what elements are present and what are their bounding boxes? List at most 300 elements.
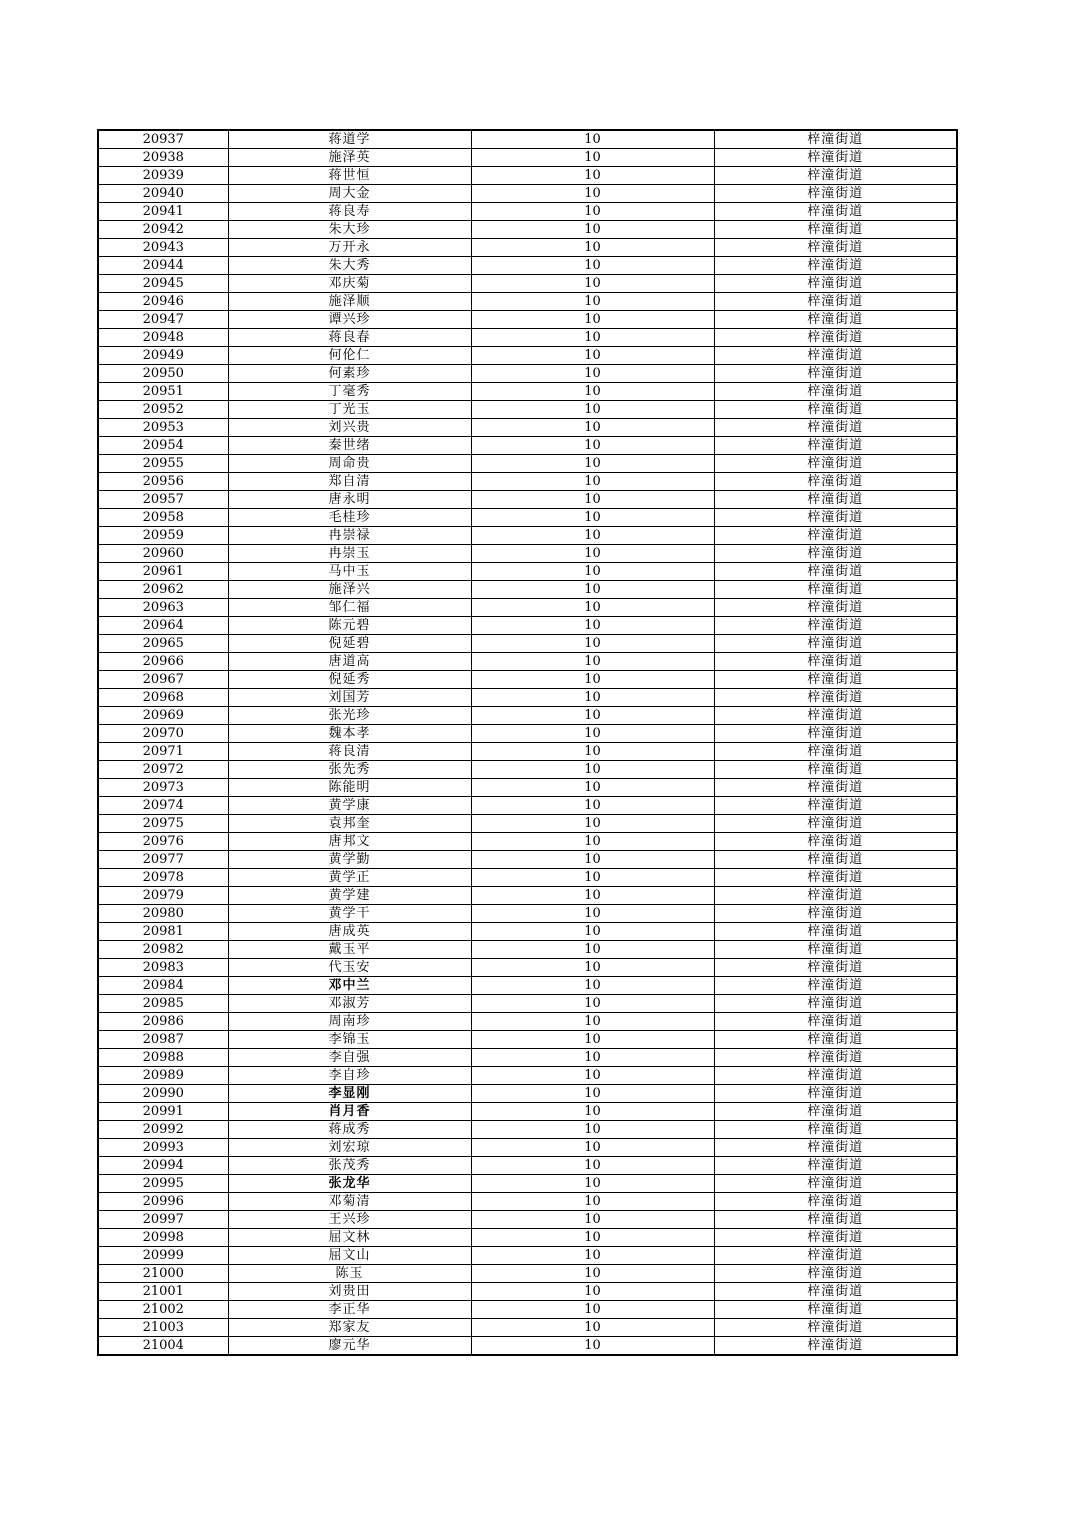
row-area-cell: 梓潼街道 xyxy=(714,1139,957,1157)
row-name-cell: 倪延碧 xyxy=(228,635,471,653)
row-area-cell: 梓潼街道 xyxy=(714,473,957,491)
row-area-cell: 梓潼街道 xyxy=(714,797,957,815)
row-area-cell: 梓潼街道 xyxy=(714,1157,957,1175)
row-area-cell: 梓潼街道 xyxy=(714,1247,957,1265)
table-row xyxy=(98,779,957,797)
row-amount-cell: 10 xyxy=(471,887,714,905)
row-id-cell: 20961 xyxy=(98,563,228,581)
row-amount-cell: 10 xyxy=(471,1301,714,1319)
row-name-cell: 周大金 xyxy=(228,185,471,203)
row-area-cell: 梓潼街道 xyxy=(714,995,957,1013)
table-row xyxy=(98,1229,957,1247)
row-area-cell: 梓潼街道 xyxy=(714,905,957,923)
table-row xyxy=(98,275,957,293)
table-row xyxy=(98,1031,957,1049)
row-area-cell: 梓潼街道 xyxy=(714,329,957,347)
row-amount-cell: 10 xyxy=(471,1049,714,1067)
row-id-cell: 20955 xyxy=(98,455,228,473)
row-id-cell: 20989 xyxy=(98,1067,228,1085)
table-row xyxy=(98,797,957,815)
row-id-cell: 20982 xyxy=(98,941,228,959)
table-row xyxy=(98,347,957,365)
row-id-cell: 20943 xyxy=(98,239,228,257)
row-amount-cell: 10 xyxy=(471,1031,714,1049)
table-row xyxy=(98,1193,957,1211)
row-area-cell: 梓潼街道 xyxy=(714,527,957,545)
row-name-cell: 屈文林 xyxy=(228,1229,471,1247)
row-id-cell: 20963 xyxy=(98,599,228,617)
row-name-cell: 蒋道学 xyxy=(228,130,471,149)
table-row xyxy=(98,995,957,1013)
table-row xyxy=(98,1085,957,1103)
table-row xyxy=(98,1265,957,1283)
row-name-cell: 毛桂珍 xyxy=(228,509,471,527)
row-amount-cell: 10 xyxy=(471,617,714,635)
table-row xyxy=(98,401,957,419)
row-id-cell: 20967 xyxy=(98,671,228,689)
row-id-cell: 21000 xyxy=(98,1265,228,1283)
row-area-cell: 梓潼街道 xyxy=(714,401,957,419)
row-name-cell: 何伦仁 xyxy=(228,347,471,365)
row-area-cell: 梓潼街道 xyxy=(714,185,957,203)
row-id-cell: 20997 xyxy=(98,1211,228,1229)
table-row xyxy=(98,905,957,923)
row-name-cell: 谭兴珍 xyxy=(228,311,471,329)
row-area-cell: 梓潼街道 xyxy=(714,833,957,851)
row-id-cell: 20968 xyxy=(98,689,228,707)
row-amount-cell: 10 xyxy=(471,1013,714,1031)
row-amount-cell: 10 xyxy=(471,815,714,833)
row-id-cell: 20991 xyxy=(98,1103,228,1121)
table-row xyxy=(98,293,957,311)
row-area-cell: 梓潼街道 xyxy=(714,1049,957,1067)
row-amount-cell: 10 xyxy=(471,239,714,257)
row-area-cell: 梓潼街道 xyxy=(714,545,957,563)
row-id-cell: 20993 xyxy=(98,1139,228,1157)
row-amount-cell: 10 xyxy=(471,1175,714,1193)
row-name-cell: 何素珍 xyxy=(228,365,471,383)
row-id-cell: 20970 xyxy=(98,725,228,743)
row-id-cell: 21001 xyxy=(98,1283,228,1301)
row-name-cell: 袁邦奎 xyxy=(228,815,471,833)
table-row xyxy=(98,869,957,887)
row-area-cell: 梓潼街道 xyxy=(714,761,957,779)
row-amount-cell: 10 xyxy=(471,941,714,959)
row-name-cell: 唐成英 xyxy=(228,923,471,941)
row-amount-cell: 10 xyxy=(471,689,714,707)
row-area-cell: 梓潼街道 xyxy=(714,977,957,995)
row-amount-cell: 10 xyxy=(471,347,714,365)
row-id-cell: 21002 xyxy=(98,1301,228,1319)
row-name-cell: 张龙华 xyxy=(228,1175,471,1193)
row-name-cell: 戴玉平 xyxy=(228,941,471,959)
row-area-cell: 梓潼街道 xyxy=(714,239,957,257)
row-amount-cell: 10 xyxy=(471,383,714,401)
table-row xyxy=(98,1157,957,1175)
row-amount-cell: 10 xyxy=(471,869,714,887)
row-amount-cell: 10 xyxy=(471,1139,714,1157)
table-row xyxy=(98,437,957,455)
row-amount-cell: 10 xyxy=(471,635,714,653)
row-area-cell: 梓潼街道 xyxy=(714,1337,957,1356)
row-area-cell: 梓潼街道 xyxy=(714,1085,957,1103)
row-amount-cell: 10 xyxy=(471,1337,714,1356)
table-row xyxy=(98,689,957,707)
row-id-cell: 20990 xyxy=(98,1085,228,1103)
table-row xyxy=(98,419,957,437)
row-name-cell: 刘贵田 xyxy=(228,1283,471,1301)
row-id-cell: 20984 xyxy=(98,977,228,995)
table-row xyxy=(98,977,957,995)
row-id-cell: 20998 xyxy=(98,1229,228,1247)
row-area-cell: 梓潼街道 xyxy=(714,941,957,959)
row-id-cell: 20949 xyxy=(98,347,228,365)
row-amount-cell: 10 xyxy=(471,545,714,563)
row-amount-cell: 10 xyxy=(471,1229,714,1247)
table-row xyxy=(98,851,957,869)
table-row xyxy=(98,545,957,563)
row-name-cell: 陈玉 xyxy=(228,1265,471,1283)
row-name-cell: 刘国芳 xyxy=(228,689,471,707)
table-row xyxy=(98,1247,957,1265)
row-id-cell: 20947 xyxy=(98,311,228,329)
row-area-cell: 梓潼街道 xyxy=(714,455,957,473)
row-name-cell: 黄学干 xyxy=(228,905,471,923)
row-amount-cell: 10 xyxy=(471,275,714,293)
row-name-cell: 邓庆菊 xyxy=(228,275,471,293)
row-amount-cell: 10 xyxy=(471,1211,714,1229)
row-id-cell: 20983 xyxy=(98,959,228,977)
row-amount-cell: 10 xyxy=(471,725,714,743)
row-amount-cell: 10 xyxy=(471,257,714,275)
row-area-cell: 梓潼街道 xyxy=(714,851,957,869)
row-area-cell: 梓潼街道 xyxy=(714,347,957,365)
table-row xyxy=(98,833,957,851)
row-id-cell: 20946 xyxy=(98,293,228,311)
table-row xyxy=(98,1211,957,1229)
row-id-cell: 20962 xyxy=(98,581,228,599)
row-id-cell: 20971 xyxy=(98,743,228,761)
row-amount-cell: 10 xyxy=(471,653,714,671)
row-amount-cell: 10 xyxy=(471,1157,714,1175)
row-amount-cell: 10 xyxy=(471,779,714,797)
row-name-cell: 张茂秀 xyxy=(228,1157,471,1175)
row-id-cell: 20975 xyxy=(98,815,228,833)
row-id-cell: 21003 xyxy=(98,1319,228,1337)
row-amount-cell: 10 xyxy=(471,509,714,527)
row-area-cell: 梓潼街道 xyxy=(714,1265,957,1283)
row-name-cell: 郑自清 xyxy=(228,473,471,491)
row-amount-cell: 10 xyxy=(471,365,714,383)
row-id-cell: 20945 xyxy=(98,275,228,293)
row-name-cell: 蒋良清 xyxy=(228,743,471,761)
table-row xyxy=(98,1337,957,1356)
table-row xyxy=(98,617,957,635)
row-id-cell: 20981 xyxy=(98,923,228,941)
row-name-cell: 施泽英 xyxy=(228,149,471,167)
row-name-cell: 唐邦文 xyxy=(228,833,471,851)
row-amount-cell: 10 xyxy=(471,311,714,329)
row-amount-cell: 10 xyxy=(471,743,714,761)
row-name-cell: 秦世绪 xyxy=(228,437,471,455)
table-row xyxy=(98,1049,957,1067)
table-row xyxy=(98,941,957,959)
table-row xyxy=(98,509,957,527)
table-row xyxy=(98,599,957,617)
table-row xyxy=(98,815,957,833)
row-id-cell: 20979 xyxy=(98,887,228,905)
row-amount-cell: 10 xyxy=(471,1265,714,1283)
table-row xyxy=(98,185,957,203)
row-id-cell: 20958 xyxy=(98,509,228,527)
row-name-cell: 施泽顺 xyxy=(228,293,471,311)
table-row xyxy=(98,761,957,779)
row-area-cell: 梓潼街道 xyxy=(714,1211,957,1229)
row-id-cell: 20960 xyxy=(98,545,228,563)
row-area-cell: 梓潼街道 xyxy=(714,509,957,527)
table-row xyxy=(98,1139,957,1157)
row-name-cell: 郑家友 xyxy=(228,1319,471,1337)
row-area-cell: 梓潼街道 xyxy=(714,581,957,599)
row-name-cell: 邹仁福 xyxy=(228,599,471,617)
row-name-cell: 邓中兰 xyxy=(228,977,471,995)
row-name-cell: 陈能明 xyxy=(228,779,471,797)
row-name-cell: 周南珍 xyxy=(228,1013,471,1031)
row-name-cell: 李自珍 xyxy=(228,1067,471,1085)
row-id-cell: 20944 xyxy=(98,257,228,275)
row-area-cell: 梓潼街道 xyxy=(714,130,957,149)
row-amount-cell: 10 xyxy=(471,599,714,617)
table-row xyxy=(98,1013,957,1031)
row-name-cell: 廖元华 xyxy=(228,1337,471,1356)
row-area-cell: 梓潼街道 xyxy=(714,599,957,617)
row-id-cell: 20942 xyxy=(98,221,228,239)
row-amount-cell: 10 xyxy=(471,851,714,869)
row-id-cell: 20965 xyxy=(98,635,228,653)
table-row xyxy=(98,635,957,653)
row-amount-cell: 10 xyxy=(471,329,714,347)
table-row xyxy=(98,239,957,257)
row-id-cell: 20999 xyxy=(98,1247,228,1265)
row-id-cell: 20939 xyxy=(98,167,228,185)
row-amount-cell: 10 xyxy=(471,1085,714,1103)
row-id-cell: 20959 xyxy=(98,527,228,545)
row-id-cell: 20976 xyxy=(98,833,228,851)
row-id-cell: 20969 xyxy=(98,707,228,725)
row-id-cell: 20995 xyxy=(98,1175,228,1193)
row-amount-cell: 10 xyxy=(471,1121,714,1139)
row-id-cell: 20953 xyxy=(98,419,228,437)
row-name-cell: 蒋良寿 xyxy=(228,203,471,221)
table-row xyxy=(98,491,957,509)
row-area-cell: 梓潼街道 xyxy=(714,869,957,887)
table-row xyxy=(98,653,957,671)
row-amount-cell: 10 xyxy=(471,833,714,851)
table-row xyxy=(98,581,957,599)
row-amount-cell: 10 xyxy=(471,203,714,221)
row-area-cell: 梓潼街道 xyxy=(714,437,957,455)
table-row xyxy=(98,1175,957,1193)
row-amount-cell: 10 xyxy=(471,923,714,941)
row-name-cell: 丁光玉 xyxy=(228,401,471,419)
row-id-cell: 20985 xyxy=(98,995,228,1013)
row-amount-cell: 10 xyxy=(471,221,714,239)
table-row xyxy=(98,455,957,473)
table-row xyxy=(98,743,957,761)
row-id-cell: 20938 xyxy=(98,149,228,167)
row-name-cell: 刘宏琼 xyxy=(228,1139,471,1157)
table-row xyxy=(98,203,957,221)
row-amount-cell: 10 xyxy=(471,977,714,995)
row-amount-cell: 10 xyxy=(471,130,714,149)
row-id-cell: 20950 xyxy=(98,365,228,383)
table-row xyxy=(98,257,957,275)
row-id-cell: 20948 xyxy=(98,329,228,347)
row-name-cell: 冉崇玉 xyxy=(228,545,471,563)
row-name-cell: 代玉安 xyxy=(228,959,471,977)
row-area-cell: 梓潼街道 xyxy=(714,311,957,329)
table-row xyxy=(98,707,957,725)
table-row xyxy=(98,329,957,347)
row-id-cell: 20978 xyxy=(98,869,228,887)
row-amount-cell: 10 xyxy=(471,761,714,779)
row-id-cell: 20977 xyxy=(98,851,228,869)
row-area-cell: 梓潼街道 xyxy=(714,923,957,941)
row-area-cell: 梓潼街道 xyxy=(714,293,957,311)
row-name-cell: 朱大珍 xyxy=(228,221,471,239)
table-row xyxy=(98,311,957,329)
roster-table-body xyxy=(98,130,957,1355)
row-amount-cell: 10 xyxy=(471,1247,714,1265)
row-area-cell: 梓潼街道 xyxy=(714,203,957,221)
table-row xyxy=(98,671,957,689)
row-id-cell: 20973 xyxy=(98,779,228,797)
row-amount-cell: 10 xyxy=(471,797,714,815)
row-name-cell: 唐道高 xyxy=(228,653,471,671)
row-amount-cell: 10 xyxy=(471,491,714,509)
row-id-cell: 20974 xyxy=(98,797,228,815)
table-row xyxy=(98,725,957,743)
row-amount-cell: 10 xyxy=(471,671,714,689)
row-name-cell: 蒋成秀 xyxy=(228,1121,471,1139)
row-id-cell: 20941 xyxy=(98,203,228,221)
row-id-cell: 20980 xyxy=(98,905,228,923)
table-row xyxy=(98,473,957,491)
row-name-cell: 施泽兴 xyxy=(228,581,471,599)
row-area-cell: 梓潼街道 xyxy=(714,959,957,977)
row-id-cell: 20954 xyxy=(98,437,228,455)
row-id-cell: 20966 xyxy=(98,653,228,671)
table-row xyxy=(98,221,957,239)
row-name-cell: 唐永明 xyxy=(228,491,471,509)
table-row xyxy=(98,149,957,167)
row-id-cell: 20964 xyxy=(98,617,228,635)
row-amount-cell: 10 xyxy=(471,167,714,185)
row-name-cell: 李显刚 xyxy=(228,1085,471,1103)
row-area-cell: 梓潼街道 xyxy=(714,653,957,671)
row-id-cell: 20952 xyxy=(98,401,228,419)
row-id-cell: 20957 xyxy=(98,491,228,509)
row-name-cell: 魏本孝 xyxy=(228,725,471,743)
row-id-cell: 20940 xyxy=(98,185,228,203)
row-area-cell: 梓潼街道 xyxy=(714,275,957,293)
row-amount-cell: 10 xyxy=(471,149,714,167)
row-name-cell: 黄学建 xyxy=(228,887,471,905)
row-name-cell: 张光珍 xyxy=(228,707,471,725)
row-amount-cell: 10 xyxy=(471,293,714,311)
row-amount-cell: 10 xyxy=(471,905,714,923)
row-name-cell: 陈元碧 xyxy=(228,617,471,635)
row-name-cell: 邓淑芳 xyxy=(228,995,471,1013)
row-name-cell: 李锦玉 xyxy=(228,1031,471,1049)
row-area-cell: 梓潼街道 xyxy=(714,365,957,383)
row-name-cell: 刘兴贵 xyxy=(228,419,471,437)
row-area-cell: 梓潼街道 xyxy=(714,743,957,761)
row-name-cell: 黄学正 xyxy=(228,869,471,887)
row-name-cell: 邓菊清 xyxy=(228,1193,471,1211)
row-amount-cell: 10 xyxy=(471,581,714,599)
row-name-cell: 黄学康 xyxy=(228,797,471,815)
row-area-cell: 梓潼街道 xyxy=(714,725,957,743)
row-name-cell: 蒋世恒 xyxy=(228,167,471,185)
row-area-cell: 梓潼街道 xyxy=(714,617,957,635)
row-name-cell: 丁毫秀 xyxy=(228,383,471,401)
table-row xyxy=(98,1319,957,1337)
row-area-cell: 梓潼街道 xyxy=(714,167,957,185)
row-amount-cell: 10 xyxy=(471,455,714,473)
row-name-cell: 王兴珍 xyxy=(228,1211,471,1229)
row-amount-cell: 10 xyxy=(471,1283,714,1301)
table-row xyxy=(98,1301,957,1319)
row-name-cell: 蒋良春 xyxy=(228,329,471,347)
row-amount-cell: 10 xyxy=(471,995,714,1013)
row-area-cell: 梓潼街道 xyxy=(714,1193,957,1211)
row-amount-cell: 10 xyxy=(471,1067,714,1085)
row-amount-cell: 10 xyxy=(471,419,714,437)
row-area-cell: 梓潼街道 xyxy=(714,671,957,689)
row-name-cell: 黄学勤 xyxy=(228,851,471,869)
table-row xyxy=(98,887,957,905)
row-name-cell: 冉崇禄 xyxy=(228,527,471,545)
row-id-cell: 20987 xyxy=(98,1031,228,1049)
table-row xyxy=(98,563,957,581)
row-id-cell: 20986 xyxy=(98,1013,228,1031)
row-area-cell: 梓潼街道 xyxy=(714,1229,957,1247)
row-area-cell: 梓潼街道 xyxy=(714,221,957,239)
row-amount-cell: 10 xyxy=(471,959,714,977)
row-name-cell: 肖月香 xyxy=(228,1103,471,1121)
table-row xyxy=(98,1067,957,1085)
row-amount-cell: 10 xyxy=(471,401,714,419)
roster-table xyxy=(97,129,958,1356)
row-id-cell: 20972 xyxy=(98,761,228,779)
row-area-cell: 梓潼街道 xyxy=(714,563,957,581)
row-area-cell: 梓潼街道 xyxy=(714,779,957,797)
row-amount-cell: 10 xyxy=(471,527,714,545)
row-area-cell: 梓潼街道 xyxy=(714,1067,957,1085)
table-row xyxy=(98,130,957,149)
table-row xyxy=(98,1283,957,1301)
row-name-cell: 倪延秀 xyxy=(228,671,471,689)
row-area-cell: 梓潼街道 xyxy=(714,1013,957,1031)
row-id-cell: 20996 xyxy=(98,1193,228,1211)
row-area-cell: 梓潼街道 xyxy=(714,815,957,833)
row-name-cell: 万开永 xyxy=(228,239,471,257)
row-area-cell: 梓潼街道 xyxy=(714,1319,957,1337)
row-area-cell: 梓潼街道 xyxy=(714,707,957,725)
row-amount-cell: 10 xyxy=(471,1193,714,1211)
row-name-cell: 周命贵 xyxy=(228,455,471,473)
